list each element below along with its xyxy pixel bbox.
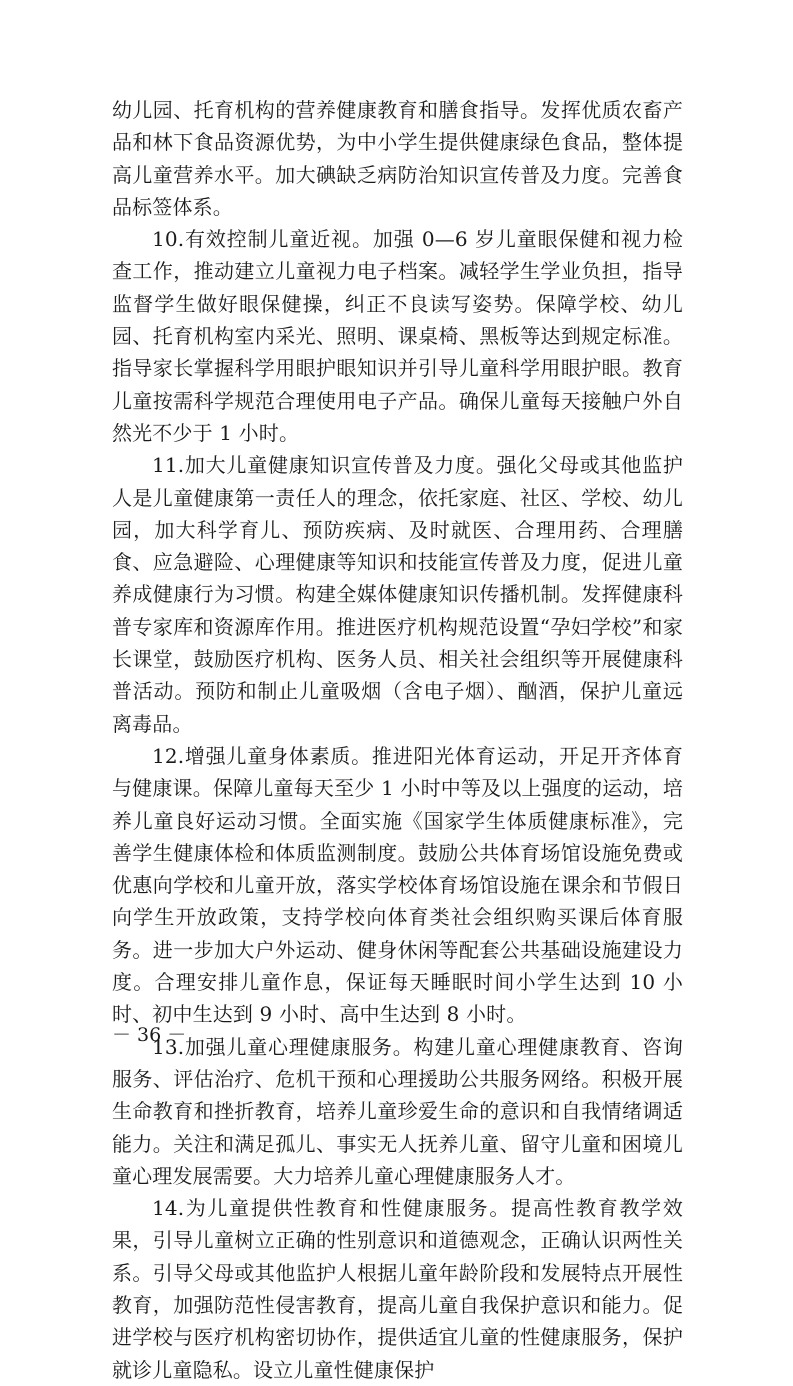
paragraph-nutrition-continued: 幼儿园、托育机构的营养健康教育和膳食指导。发挥优质农畜产品和林下食品资源优势，为中小学生提供健康绿色食品，整体提高儿童营养水平。加大碘缺乏病防治知识宣传普及力度。完善食品标签体系。	[112, 98, 683, 219]
paragraph-item-10-myopia: 10.有效控制儿童近视。加强 0—6 岁儿童眼保健和视力检查工作，推动建立儿童视力电子档案。减轻学生学业负担，指导监督学生做好眼保健操，纠正不良读写姿势。保障学校、幼儿园、托育机构室内采光、照明、课桌椅、黑板等达到规定标准。指导家长掌握科学用眼护眼知识并引导儿童科学用眼护眼。教育儿童按需科学规范合理使用电子产品。确保儿童每天接触户外自然光不少于 1 小时。	[112, 227, 683, 445]
document-body	[112, 94, 683, 1386]
page-number: － 36 －	[112, 1024, 187, 1046]
paragraph-item-12-physical-fitness: 12.增强儿童身体素质。推进阳光体育运动，开足开齐体育与健康课。保障儿童每天至少 1 小时中等及以上强度的运动，培养儿童良好运动习惯。全面实施《国家学生体质健康标准》，完善学生健康体检和体质监测制度。鼓励公共体育场馆设施免费或优惠向学校和儿童开放，落实学校体育场馆设施在课余和节假日向学生开放政策，支持学校向体育类社会组织购买课后体育服务。进一步加大户外运动、健身休闲等配套公共基础设施建设力度。合理安排儿童作息，保证每天睡眠时间小学生达到 10 小时、初中生达到 9 小时、高中生达到 8 小时。	[112, 743, 683, 1027]
paragraph-item-14-sex-education: 14.为儿童提供性教育和性健康服务。提高性教育教学效果，引导儿童树立正确的性别意识和道德观念，正确认识两性关系。引导父母或其他监护人根据儿童年龄阶段和发展特点开展性教育，加强防范性侵害教育，提高儿童自我保护意识和能力。促进学校与医疗机构密切协作，提供适宜儿童的性健康服务，保护就诊儿童隐私。设立儿童性健康保护	[112, 1196, 683, 1382]
paragraph-item-13-mental-health: 13.加强儿童心理健康服务。构建儿童心理健康教育、咨询服务、评估治疗、危机干预和心理援助公共服务网络。积极开展生命教育和挫折教育，培养儿童珍爱生命的意识和自我情绪调适能力。关注和满足孤儿、事实无人抚养儿童、留守儿童和困境儿童心理发展需要。大力培养儿童心理健康服务人才。	[112, 1034, 683, 1188]
paragraph-item-11-health-knowledge: 11.加大儿童健康知识宣传普及力度。强化父母或其他监护人是儿童健康第一责任人的理念，依托家庭、社区、学校、幼儿园，加大科学育儿、预防疾病、及时就医、合理用药、合理膳食、应急避险、心理健康等知识和技能宣传普及力度，促进儿童养成健康行为习惯。构建全媒体健康知识传播机制。发挥健康科普专家库和资源库作用。推进医疗机构规范设置“孕妇学校”和家长课堂，鼓励医疗机构、医务人员、相关社会组织等开展健康科普活动。预防和制止儿童吸烟（含电子烟）、酗酒，保护儿童远离毒品。	[112, 453, 683, 736]
